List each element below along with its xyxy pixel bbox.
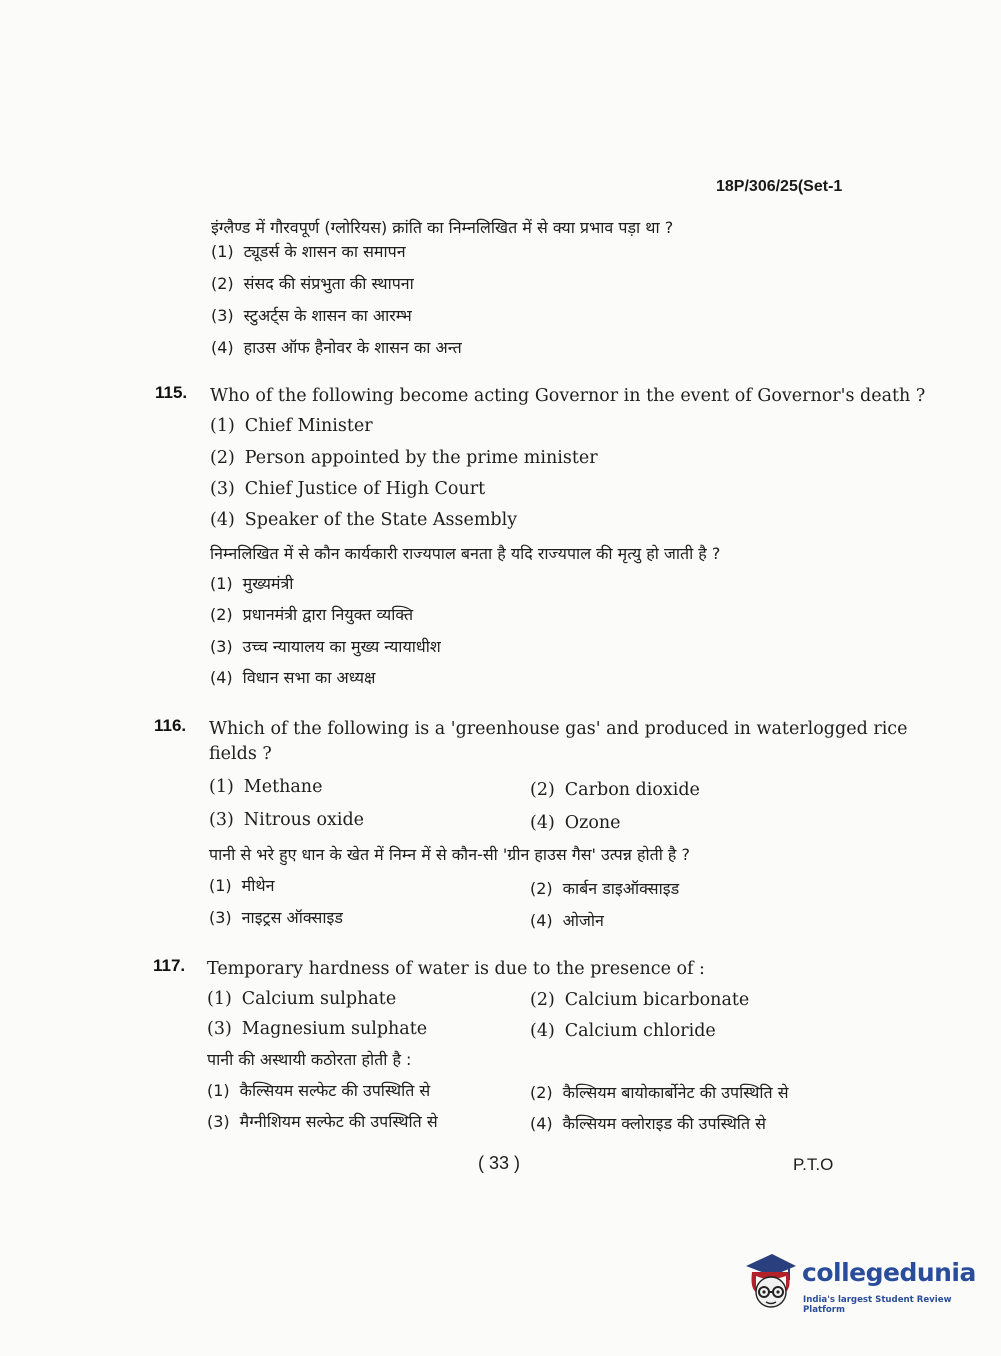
q115-option-2: (2) Person appointed by the prime minister: [210, 448, 598, 468]
q115-option-1: (1) Chief Minister: [210, 416, 373, 436]
q116-hindi-option-3: (3) नाइट्रस ऑक्साइड: [209, 908, 343, 927]
q116-option-2: (2) Carbon dioxide: [530, 780, 700, 800]
q114-hindi-option-3: (3) स्टुअर्ट्स के शासन का आरम्भ: [211, 306, 412, 325]
q116-hindi-option-2: (2) कार्बन डाइऑक्साइड: [530, 879, 680, 898]
q115-number: 115.: [155, 383, 188, 402]
q115-hindi-option-2: (2) प्रधानमंत्री द्वारा नियुक्त व्यक्ति: [210, 605, 414, 624]
q114-hindi-option-4: (4) हाउस ऑफ हैनोवर के शासन का अन्त: [211, 338, 462, 357]
page-number: ( 33 ): [478, 1153, 521, 1173]
q117-option-3: (3) Magnesium sulphate: [207, 1019, 428, 1039]
paper-code: 18P/306/25(Set-1: [716, 178, 843, 195]
q116-number: 116.: [154, 716, 187, 735]
q117-option-2: (2) Calcium bicarbonate: [530, 990, 750, 1010]
q115-option-3: (3) Chief Justice of High Court: [210, 479, 486, 499]
q117-question: Temporary hardness of water is due to the presence of :: [207, 959, 705, 979]
q117-hindi-question: पानी की अस्थायी कठोरता होती है :: [207, 1050, 412, 1069]
q116-question-line-2: fields ?: [209, 744, 272, 764]
q117-option-4: (4) Calcium chloride: [530, 1021, 716, 1041]
student-mascot-icon: [742, 1252, 798, 1310]
q115-option-4: (4) Speaker of the State Assembly: [210, 510, 518, 530]
q115-hindi-option-1: (1) मुख्यमंत्री: [210, 574, 294, 593]
q115-hindi-option-3: (3) उच्च न्यायालय का मुख्य न्यायाधीश: [210, 637, 441, 656]
q117-option-1: (1) Calcium sulphate: [207, 989, 397, 1009]
q115-question: Who of the following become acting Governor in the event of Governor's death ?: [210, 386, 926, 406]
logo-wordmark: collegedunia: [802, 1258, 976, 1287]
q116-option-3: (3) Nitrous oxide: [209, 810, 365, 830]
logo-tagline: India's largest Student Review Platform: [803, 1295, 952, 1315]
q114-hindi-question: इंग्लैण्ड में गौरवपूर्ण (ग्लोरियस) क्रांति का निम्नलिखित में से क्या प्रभाव पड़ा था ?: [211, 218, 674, 237]
q116-question-line-1: Which of the following is a 'greenhouse gas' and produced in waterlogged rice: [209, 719, 908, 739]
q116-option-4: (4) Ozone: [530, 813, 621, 833]
q115-hindi-question: निम्नलिखित में से कौन कार्यकारी राज्यपाल बनता है यदि राज्यपाल की मृत्यु हो जाती है ?: [210, 544, 721, 563]
q117-hindi-option-1: (1) कैल्सियम सल्फेट की उपस्थिति से: [207, 1081, 431, 1100]
q117-hindi-option-3: (3) मैग्नीशियम सल्फेट की उपस्थिति से: [207, 1112, 438, 1131]
q116-hindi-question: पानी से भरे हुए धान के खेत में निम्न में से कौन-सी 'ग्रीन हाउस गैस' उत्पन्न होती है ?: [209, 845, 691, 864]
q116-hindi-option-1: (1) मीथेन: [209, 876, 275, 895]
q117-hindi-option-2: (2) कैल्सियम बायोकार्बोनेट की उपस्थिति से: [530, 1083, 789, 1102]
q117-number: 117.: [153, 956, 186, 975]
q116-option-1: (1) Methane: [209, 777, 323, 797]
collegedunia-logo[interactable]: [742, 1252, 976, 1315]
q115-hindi-option-4: (4) विधान सभा का अध्यक्ष: [210, 668, 376, 687]
pto-label: P.T.O: [793, 1155, 834, 1174]
q114-hindi-option-1: (1) ट्यूडर्स के शासन का समापन: [211, 242, 406, 261]
q114-hindi-option-2: (2) संसद की संप्रभुता की स्थापना: [211, 274, 414, 293]
q116-hindi-option-4: (4) ओजोन: [530, 911, 604, 930]
q117-hindi-option-4: (4) कैल्सियम क्लोराइड की उपस्थिति से: [530, 1114, 766, 1133]
